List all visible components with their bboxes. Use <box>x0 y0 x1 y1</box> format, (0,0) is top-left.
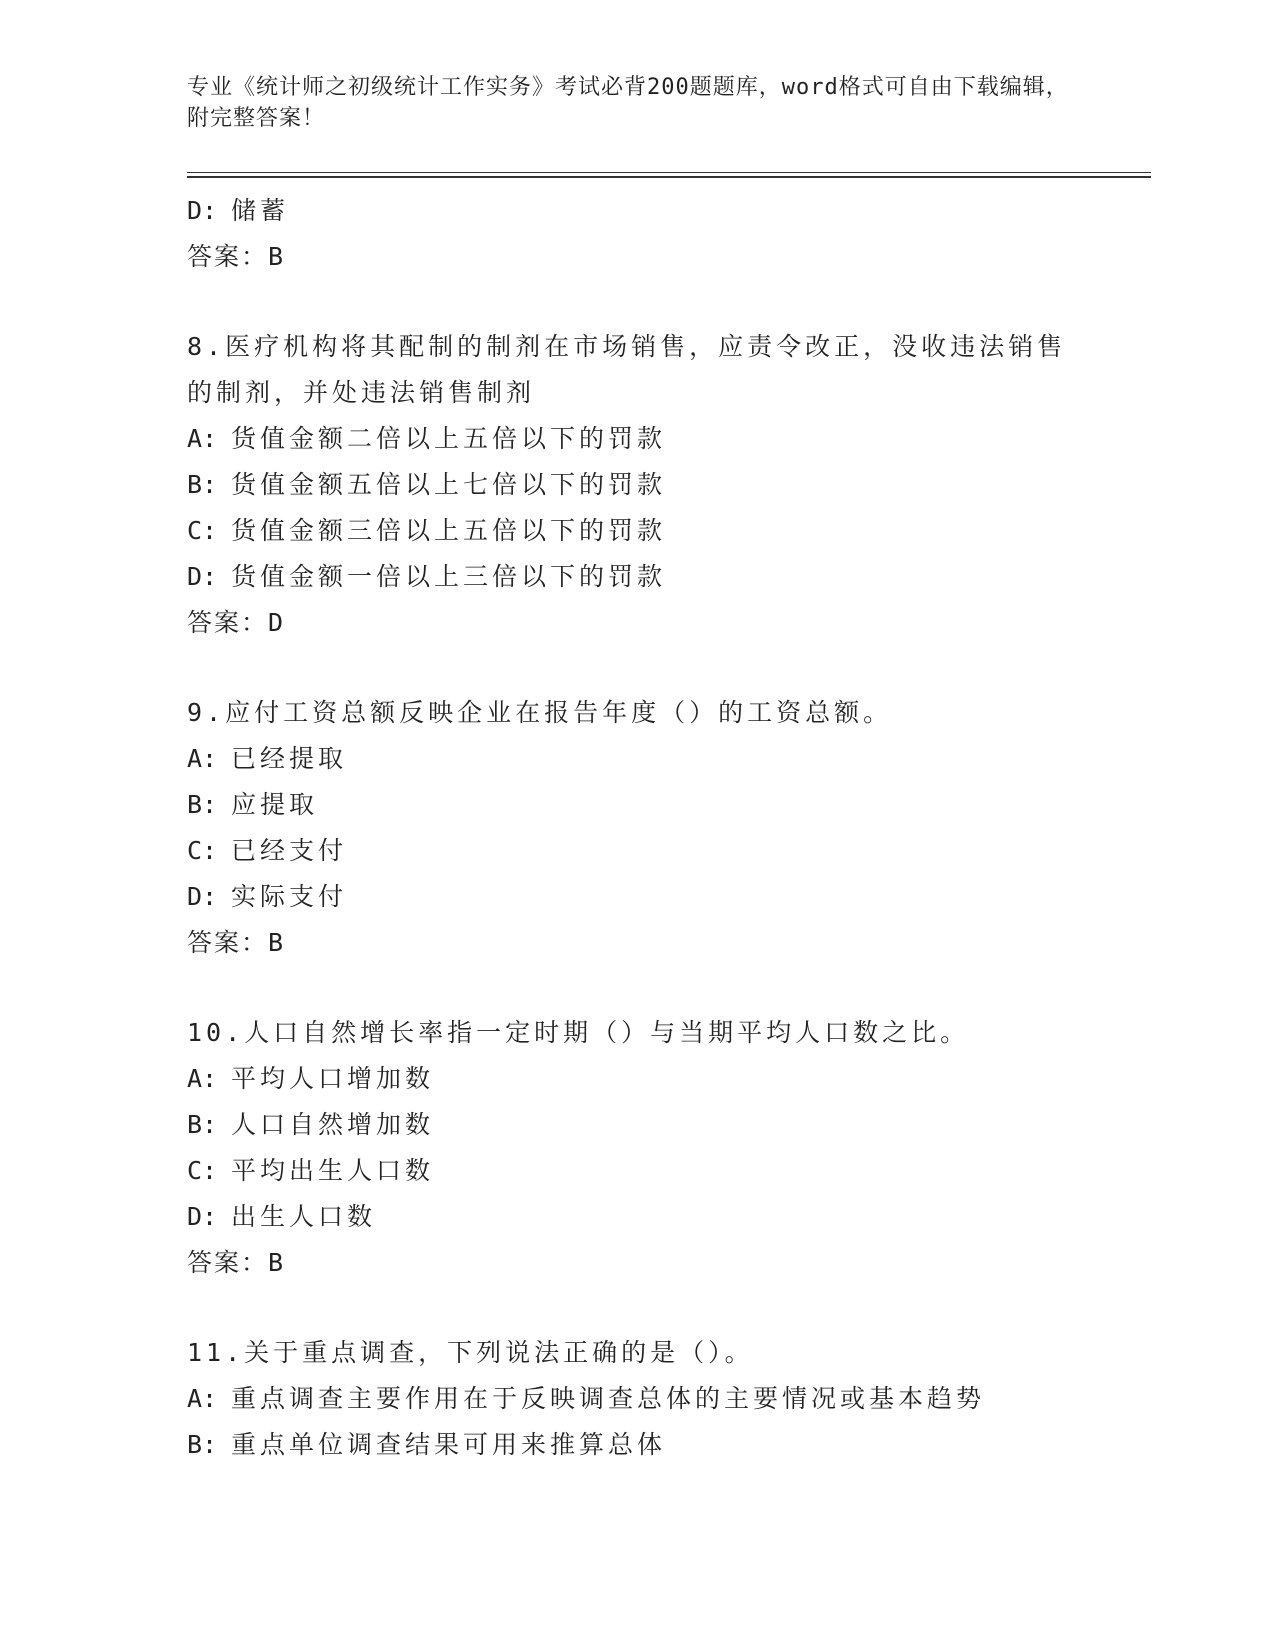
option-text: 货值金额一倍以上三倍以下的罚款 <box>231 562 667 591</box>
option-letter: B: <box>187 470 218 499</box>
spacer <box>187 966 1087 1010</box>
option-letter: A: <box>187 1384 218 1413</box>
question-title: 11.关于重点调查，下列说法正确的是（）。 <box>187 1338 754 1367</box>
option-a <box>187 1376 1087 1422</box>
option-letter: C: <box>187 516 218 545</box>
option-letter: D: <box>187 882 218 911</box>
option-letter: B: <box>187 1110 218 1139</box>
option-a <box>187 736 1087 782</box>
answer: 答案：B <box>187 1248 286 1277</box>
question-title: 9.应付工资总额反映企业在报告年度（）的工资总额。 <box>187 698 893 727</box>
option-text: 已经支付 <box>231 836 348 865</box>
option-c <box>187 1148 1087 1194</box>
option-letter: B: <box>187 1430 218 1459</box>
option-b <box>187 782 1087 828</box>
option-b <box>187 1422 1087 1468</box>
option-letter: D: <box>187 196 218 225</box>
option-letter: B: <box>187 790 218 819</box>
header-divider-thin <box>187 172 1151 173</box>
answer: 答案：B <box>187 928 286 957</box>
option-letter: A: <box>187 744 218 773</box>
option-text: 货值金额二倍以上五倍以下的罚款 <box>231 424 667 453</box>
option-text: 储蓄 <box>231 196 290 225</box>
option-d <box>187 1194 1087 1240</box>
spacer <box>187 280 1087 324</box>
option-c <box>187 828 1087 874</box>
option-text: 重点单位调查结果可用来推算总体 <box>231 1430 667 1459</box>
option-text: 人口自然增加数 <box>231 1110 435 1139</box>
option-text: 出生人口数 <box>231 1202 377 1231</box>
option-text: 平均出生人口数 <box>231 1156 435 1185</box>
question-title: 10.人口自然增长率指一定时期（）与当期平均人口数之比。 <box>187 1018 970 1047</box>
option-b <box>187 1102 1087 1148</box>
option-text: 货值金额五倍以上七倍以下的罚款 <box>231 470 667 499</box>
option-b <box>187 462 1087 508</box>
option-letter: A: <box>187 424 218 453</box>
answer: 答案：D <box>187 608 286 637</box>
option-text: 已经提取 <box>231 744 348 773</box>
option-text: 平均人口增加数 <box>231 1064 435 1093</box>
spacer <box>187 646 1087 690</box>
option-letter: D: <box>187 1202 218 1231</box>
option-a <box>187 1056 1087 1102</box>
option-letter: A: <box>187 1064 218 1093</box>
question-title: 8.医疗机构将其配制的制剂在市场销售，应责令改正，没收违法销售的制剂，并处违法销售制剂 <box>187 332 1067 407</box>
option-c <box>187 508 1087 554</box>
spacer <box>187 1286 1087 1330</box>
option-letter: C: <box>187 836 218 865</box>
question-list <box>187 188 1087 1468</box>
document-header: 专业《统计师之初级统计工作实务》考试必背200题题库，word格式可自由下载编辑，附完整答案！ <box>187 75 1069 131</box>
option-letter: D: <box>187 562 218 591</box>
option-text: 实际支付 <box>231 882 348 911</box>
option-d-fragment <box>187 188 1087 234</box>
option-letter: C: <box>187 1156 218 1185</box>
answer-fragment: 答案：B <box>187 242 286 271</box>
option-a <box>187 416 1087 462</box>
option-text: 重点调查主要作用在于反映调查总体的主要情况或基本趋势 <box>231 1384 986 1413</box>
header-divider-thick <box>187 176 1151 178</box>
option-d <box>187 874 1087 920</box>
option-text: 应提取 <box>231 790 319 819</box>
option-text: 货值金额三倍以上五倍以下的罚款 <box>231 516 667 545</box>
option-d <box>187 554 1087 600</box>
